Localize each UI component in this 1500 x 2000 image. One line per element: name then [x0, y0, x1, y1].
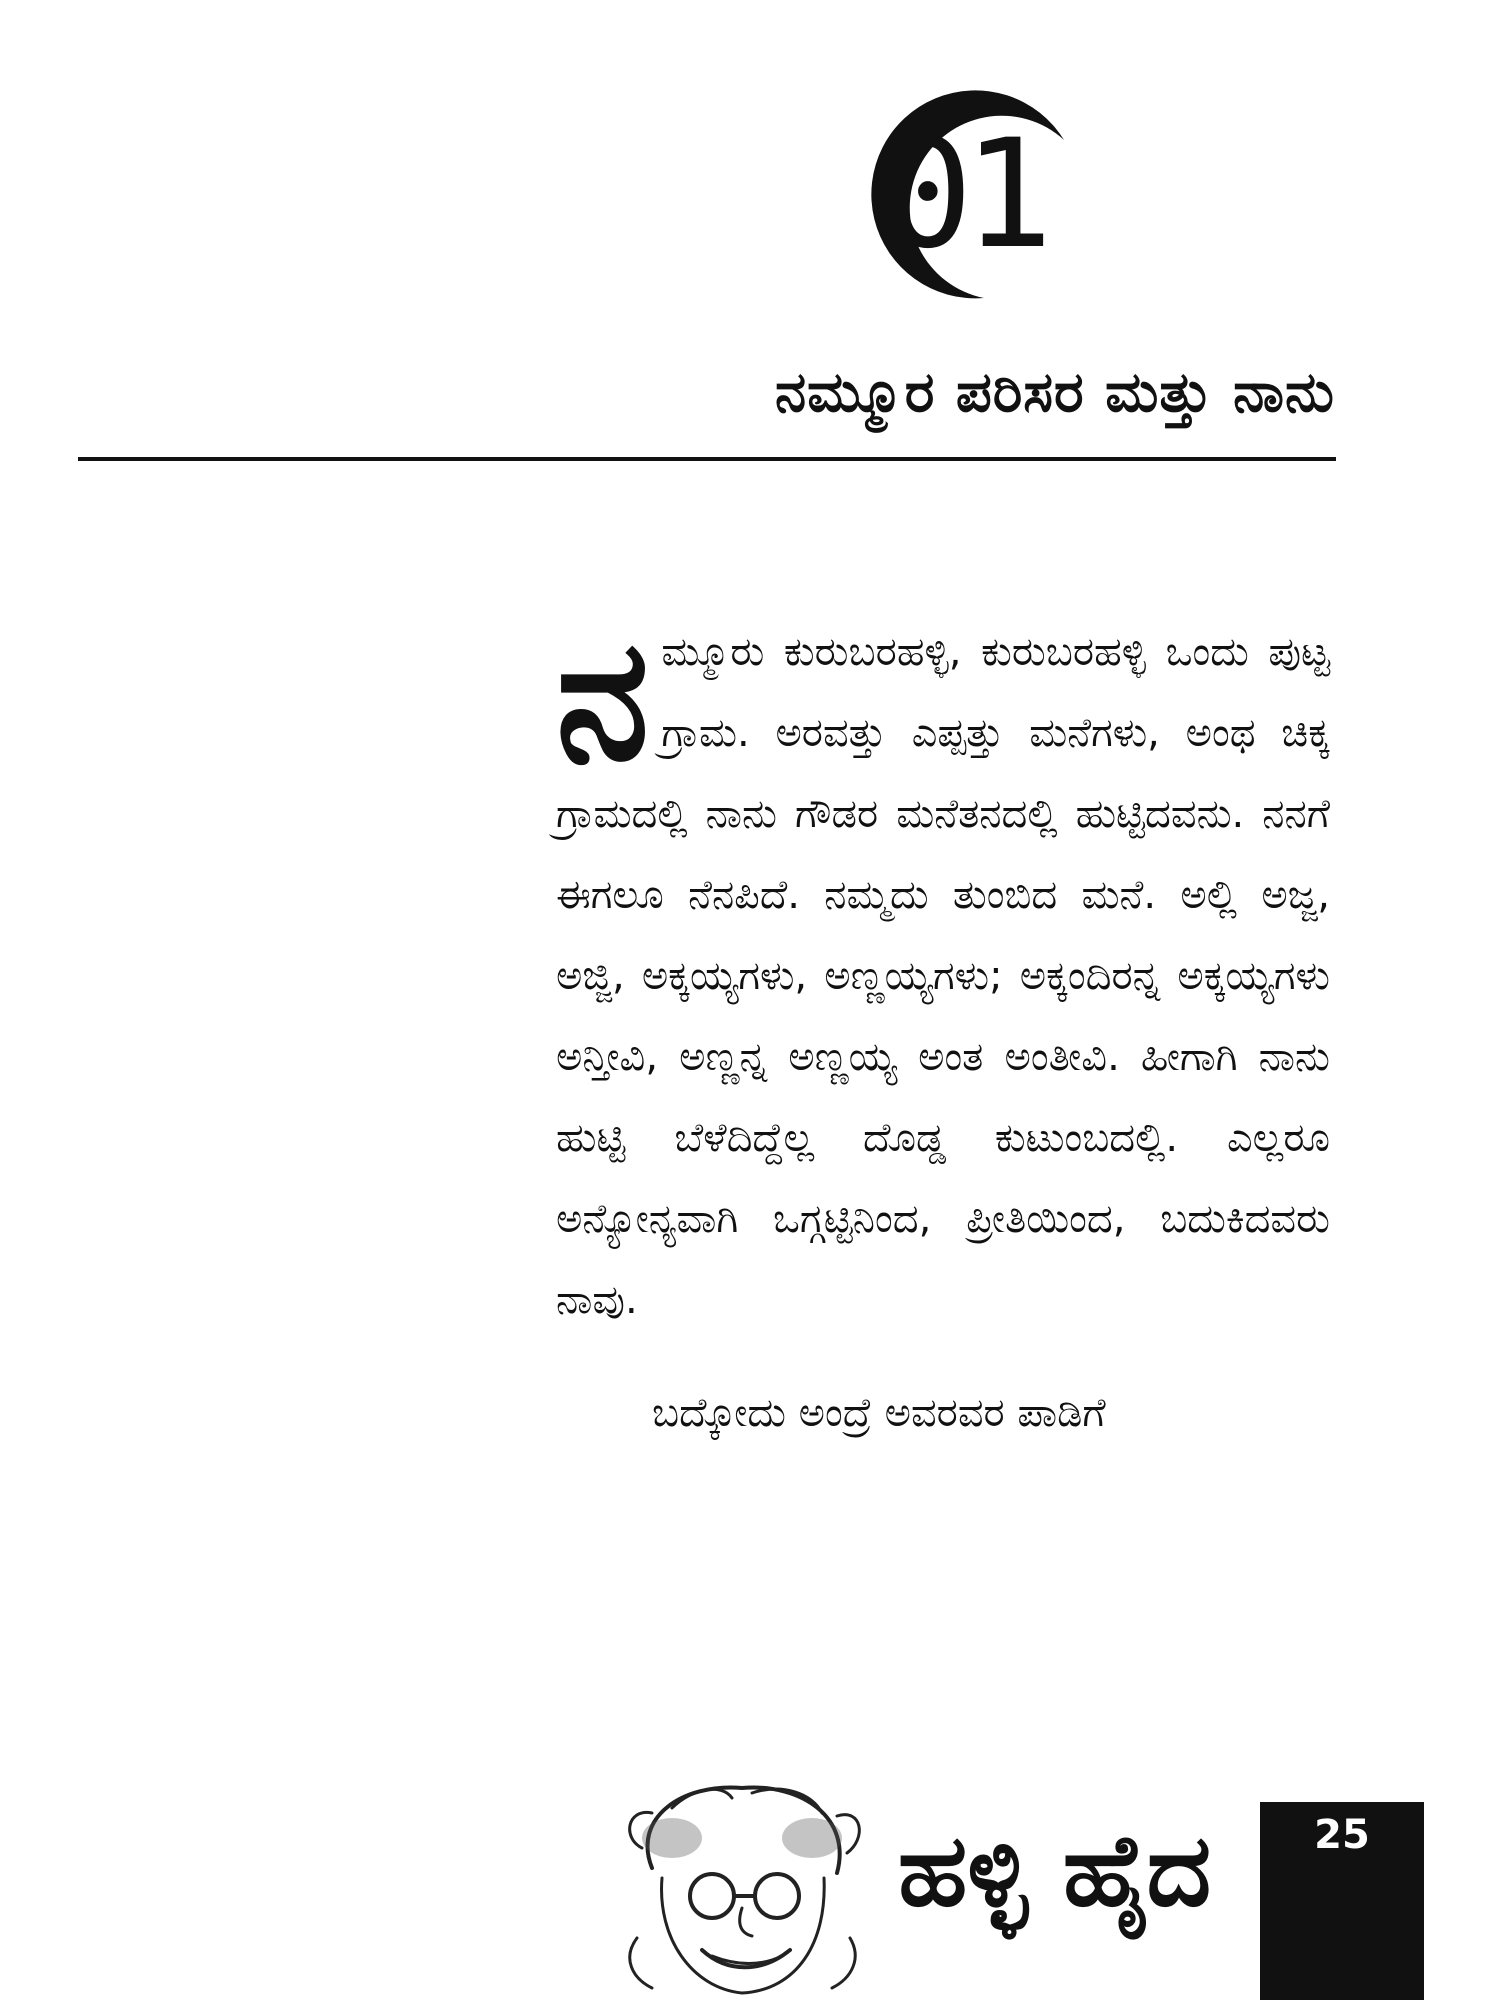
chapter-body [556, 602, 1330, 1454]
drop-cap: ನ [556, 602, 650, 798]
author-caricature [612, 1778, 874, 2000]
chapter-title: ನಮ್ಮೂರ ಪರಿಸರ ಮತ್ತು ನಾನು [774, 360, 1335, 425]
title-divider [78, 457, 1336, 461]
page-number: 25 [1314, 1812, 1370, 1858]
paragraph-1 [556, 602, 1330, 1341]
page-number-box [1260, 1802, 1424, 2000]
chapter-number-badge [850, 80, 1090, 310]
caricature-portrait-icon [612, 1778, 874, 2000]
book-title: ಹಳ್ಳಿ ಹೈದ [898, 1812, 1212, 1929]
chapter-number: 01 [882, 108, 1044, 282]
paragraph-2: ಬದ್ಕೋದು ಅಂದ್ರೆ ಅವರವರ ಪಾಡಿಗೆ [652, 1390, 1106, 1436]
paragraph-1-text: ಮ್ಮೂರು ಕುರುಬರಹಳ್ಳಿ, ಕುರುಬರಹಳ್ಳಿ ಒಂದು ಪುಟ್ಟ ಗ್ರಾಮ. ಅರವತ್ತು ಎಪ್ಪತ್ತು ಮನೆಗಳು, ಅಂಥ ಚಿಕ್ಕ ಗ್ರಾಮದಲ್ಲಿ ನಾನು ಗೌಡರ ಮನೆತನದಲ್ಲಿ ಹುಟ್ಟಿದವನು. ನನಗೆ ಈಗಲೂ ನೆನಪಿದೆ. ನಮ್ಮದು ತುಂಬಿದ ಮನೆ. ಅಲ್ಲಿ ಅಜ್ಜ, ಅಜ್ಜಿ, ಅಕ್ಕಯ್ಯಗಳು, ಅಣ್ಣಯ್ಯಗಳು; ಅಕ್ಕಂದಿರನ್ನ ಅಕ್ಕಯ್ಯಗಳು ಅನ್ತೀವಿ, ಅಣ್ಣನ್ನ ಅಣ್ಣಯ್ಯ ಅಂತ ಅಂತೀವಿ. ಹೀಗಾಗಿ ನಾನು ಹುಟ್ಟಿ ಬೆಳೆದಿದ್ದೆಲ್ಲ ದೊಡ್ಡ ಕುಟುಂಬದಲ್ಲಿ. ಎಲ್ಲರೂ ಅನ್ಯೋನ್ಯವಾಗಿ ಒಗ್ಗಟ್ಟಿನಿಂದ, ಪ್ರೀತಿಯಿಂದ, ಬದುಕಿದವರು ನಾವು. [556, 629, 1330, 1323]
